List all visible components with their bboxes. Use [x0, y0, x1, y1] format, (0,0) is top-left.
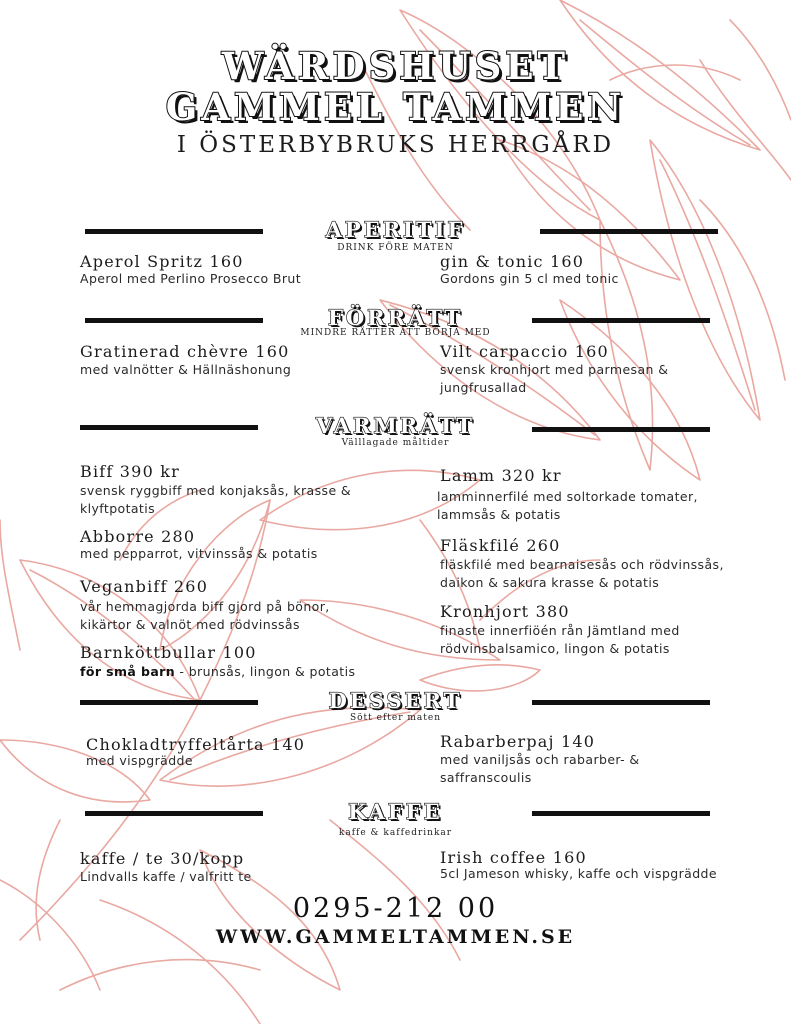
- menu-item-description: med vaniljsås och rabarber- & saffranscoulis: [440, 752, 640, 785]
- menu-item-name: Lamm 320 kr: [440, 466, 562, 485]
- restaurant-name-line1: WÄRDSHUSET: [221, 44, 570, 88]
- menu-item-name: Chokladtryffeltårta 140: [86, 735, 306, 754]
- menu-item-name: gin & tonic 160: [440, 252, 585, 271]
- section-title-kaffe: KAFFE: [348, 799, 443, 824]
- menu-item-description: med pepparrot, vitvinssås & potatis: [80, 546, 318, 561]
- section-subtitle-kaffe: kaffe & kaffedrinkar: [338, 828, 453, 838]
- restaurant-location: I ÖSTERBYBRUKS HERRGÅRD: [176, 132, 615, 158]
- menu-item-description: 5cl Jameson whisky, kaffe och vispgrädde: [440, 866, 717, 881]
- menu-item-description: finaste innerfiöén rån Jämtland med rödvinsbalsamico, lingon & potatis: [440, 623, 680, 656]
- menu-item-name: Aperol Spritz 160: [80, 252, 244, 271]
- section-subtitle-dessert: Sött efter maten: [349, 713, 442, 723]
- menu-item-description: vår hemmagjorda biff gjord på bönor, kikärtor & valnöt med rödvinssås: [80, 599, 330, 632]
- section-subtitle-varmratt: Välllagade måltider: [341, 438, 450, 448]
- menu-item-description: med vispgrädde: [86, 753, 193, 768]
- menu-item-name: Vilt carpaccio 160: [440, 342, 609, 361]
- section-title-varmratt: VARMRÄTT: [316, 413, 475, 438]
- menu-item-name: Rabarberpaj 140: [440, 732, 596, 751]
- menu-item-description: svensk kronhjort med parmesan & jungfrusallad: [440, 362, 669, 395]
- section-title-aperitif: APERITIF: [325, 217, 466, 242]
- menu-item-name: Biff 390 kr: [80, 462, 180, 481]
- menu-item-description: med valnötter & Hällnäshonung: [80, 362, 292, 377]
- menu-item-name: Abborre 280: [80, 527, 196, 546]
- menu-item-description: svensk ryggbiff med konjaksås, krasse & klyftpotatis: [80, 483, 352, 516]
- menu-item-description: Gordons gin 5 cl med tonic: [440, 271, 619, 286]
- menu-item-description: Lindvalls kaffe / valfritt te: [80, 869, 252, 884]
- menu-item-description: fläskfilé med bearnaisesås och rödvinssås, daikon & sakura krasse & potatis: [440, 557, 724, 590]
- menu-item-description: [80, 663, 410, 681]
- section-title-dessert: DESSERT: [328, 688, 463, 713]
- menu-item-name: Veganbiff 260: [80, 577, 209, 596]
- menu-item-name: Fläskfilé 260: [440, 536, 561, 555]
- menu-item-description: Aperol med Perlino Prosecco Brut: [80, 271, 302, 286]
- menu-item-description-rest: - brunsås, lingon & potatis: [175, 664, 356, 679]
- menu-item-description: lamminnerfilé med soltorkade tomater, lammsås & potatis: [437, 489, 698, 522]
- menu-item-description-highlight: för små barn: [80, 664, 176, 679]
- section-subtitle-forratt: MINDRE RÄTTER ATT BÖRJA MED: [300, 328, 491, 338]
- menu-item-name: Gratinerad chèvre 160: [80, 342, 290, 361]
- menu-item-name: Barnköttbullar 100: [80, 643, 257, 662]
- phone-number: 0295-212 00: [292, 893, 499, 924]
- section-title-forratt: FÖRRÄTT: [328, 305, 463, 330]
- section-subtitle-aperitif: DRINK FÖRE MATEN: [337, 243, 454, 253]
- restaurant-name-line2: GAMMEL TAMMEN: [165, 85, 626, 129]
- menu-item-name: Irish coffee 160: [440, 848, 587, 867]
- menu-item-name: kaffe / te 30/kopp: [80, 849, 245, 868]
- menu-item-name: Kronhjort 380: [440, 602, 570, 621]
- website-link[interactable]: WWW.GAMMELTAMMEN.SE: [215, 926, 576, 948]
